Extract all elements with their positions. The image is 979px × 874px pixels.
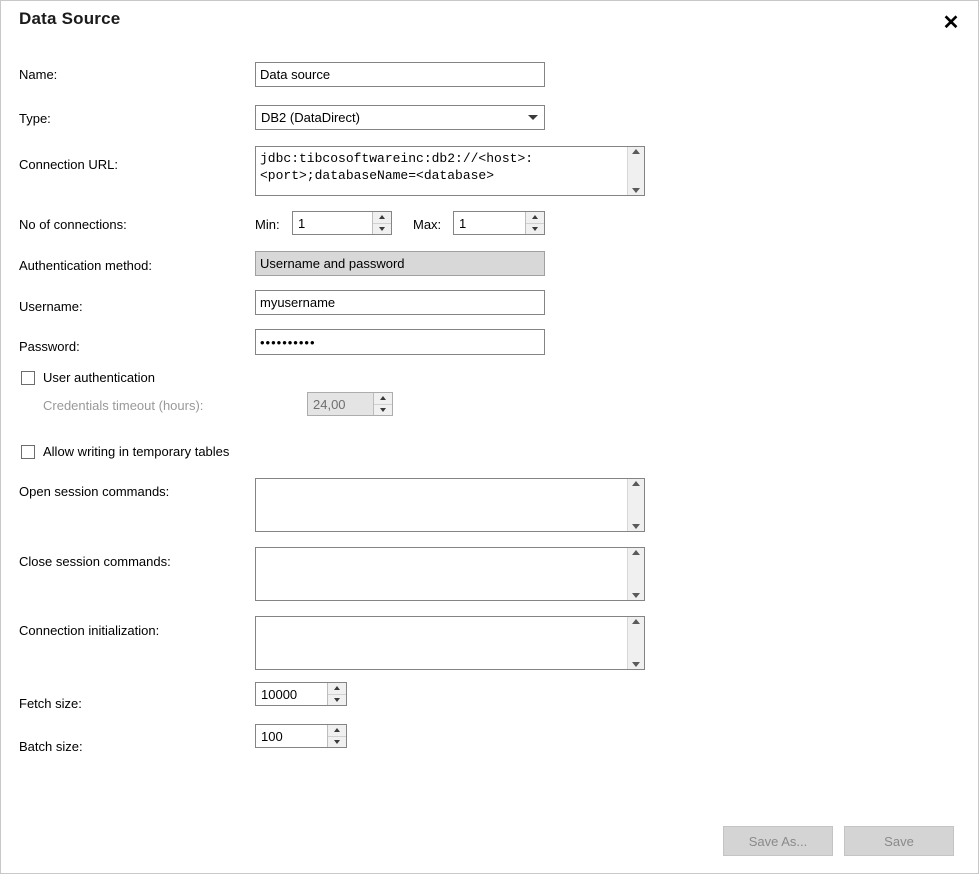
- stepper-down-icon[interactable]: [328, 737, 346, 748]
- connection-initialization-field[interactable]: [255, 616, 645, 670]
- batch-size-label: Batch size:: [19, 739, 83, 754]
- scroll-up-icon[interactable]: [632, 619, 640, 624]
- connections-min-value: 1: [298, 215, 306, 231]
- connection-initialization-scrollbar[interactable]: [627, 617, 644, 669]
- connection-url-field[interactable]: [255, 146, 645, 196]
- connections-min-stepper[interactable]: [292, 211, 392, 235]
- user-authentication-checkbox[interactable]: [21, 370, 155, 385]
- authentication-method-value: Username and password: [255, 251, 545, 276]
- chevron-down-icon[interactable]: [522, 106, 544, 129]
- open-session-commands-field[interactable]: [255, 478, 645, 532]
- fetch-size-value: 10000: [261, 686, 298, 702]
- stepper-up-icon[interactable]: [328, 683, 346, 695]
- connection-url-scrollbar[interactable]: [627, 147, 644, 195]
- allow-temp-tables-label: Allow writing in temporary tables: [43, 444, 230, 459]
- open-session-commands-scrollbar[interactable]: [627, 479, 644, 531]
- authentication-method-label: Authentication method:: [19, 258, 152, 273]
- username-label: Username:: [19, 299, 83, 314]
- close-session-commands-field[interactable]: [255, 547, 645, 601]
- allow-temp-tables-checkbox[interactable]: [21, 444, 229, 459]
- checkbox-icon[interactable]: [21, 445, 35, 459]
- scroll-down-icon[interactable]: [632, 188, 640, 193]
- scroll-down-icon[interactable]: [632, 662, 640, 667]
- connection-url-input[interactable]: [256, 147, 627, 195]
- fetch-size-label: Fetch size:: [19, 696, 82, 711]
- connections-max-stepper[interactable]: [453, 211, 545, 235]
- stepper-down-icon: [374, 405, 392, 416]
- connection-initialization-label: Connection initialization:: [19, 623, 160, 638]
- stepper-up-icon[interactable]: [328, 725, 346, 737]
- open-session-commands-input[interactable]: [256, 479, 627, 531]
- connections-max-label: Max:: [413, 217, 442, 232]
- dialog-title: Data Source: [19, 9, 121, 28]
- password-input[interactable]: ••••••••••: [255, 329, 545, 355]
- password-label: Password:: [19, 339, 80, 354]
- type-label: Type:: [19, 111, 51, 126]
- batch-size-stepper[interactable]: [255, 724, 347, 748]
- stepper-up-icon[interactable]: [373, 212, 391, 224]
- connection-initialization-input[interactable]: [256, 617, 627, 669]
- close-session-commands-label: Close session commands:: [19, 554, 171, 569]
- stepper-down-icon[interactable]: [328, 695, 346, 706]
- scroll-up-icon[interactable]: [632, 149, 640, 154]
- close-session-commands-input[interactable]: [256, 548, 627, 600]
- credentials-timeout-stepper: [307, 392, 393, 416]
- credentials-timeout-value: 24,00: [313, 396, 346, 412]
- scroll-up-icon[interactable]: [632, 550, 640, 555]
- scroll-down-icon[interactable]: [632, 524, 640, 529]
- name-input[interactable]: [255, 62, 545, 87]
- stepper-down-icon[interactable]: [373, 224, 391, 235]
- checkbox-icon[interactable]: [21, 371, 35, 385]
- type-select[interactable]: [255, 105, 545, 130]
- connections-min-label: Min:: [255, 217, 280, 232]
- open-session-commands-label: Open session commands:: [19, 484, 170, 499]
- credentials-timeout-label: Credentials timeout (hours):: [43, 398, 204, 413]
- stepper-up-icon: [374, 393, 392, 405]
- user-authentication-label: User authentication: [43, 370, 156, 385]
- stepper-down-icon[interactable]: [526, 224, 544, 235]
- connection-url-label: Connection URL:: [19, 157, 118, 172]
- close-icon[interactable]: ✕: [942, 12, 960, 34]
- name-label: Name:: [19, 67, 58, 82]
- scroll-up-icon[interactable]: [632, 481, 640, 486]
- close-session-commands-scrollbar[interactable]: [627, 548, 644, 600]
- scroll-down-icon[interactable]: [632, 593, 640, 598]
- connections-label: No of connections:: [19, 217, 127, 232]
- save-as-button[interactable]: Save As...: [723, 826, 833, 856]
- batch-size-value: 100: [261, 728, 283, 744]
- save-button[interactable]: Save: [844, 826, 954, 856]
- connections-max-value: 1: [459, 215, 467, 231]
- stepper-up-icon[interactable]: [526, 212, 544, 224]
- username-input[interactable]: [255, 290, 545, 315]
- fetch-size-stepper[interactable]: [255, 682, 347, 706]
- type-select-value: DB2 (DataDirect): [261, 110, 360, 125]
